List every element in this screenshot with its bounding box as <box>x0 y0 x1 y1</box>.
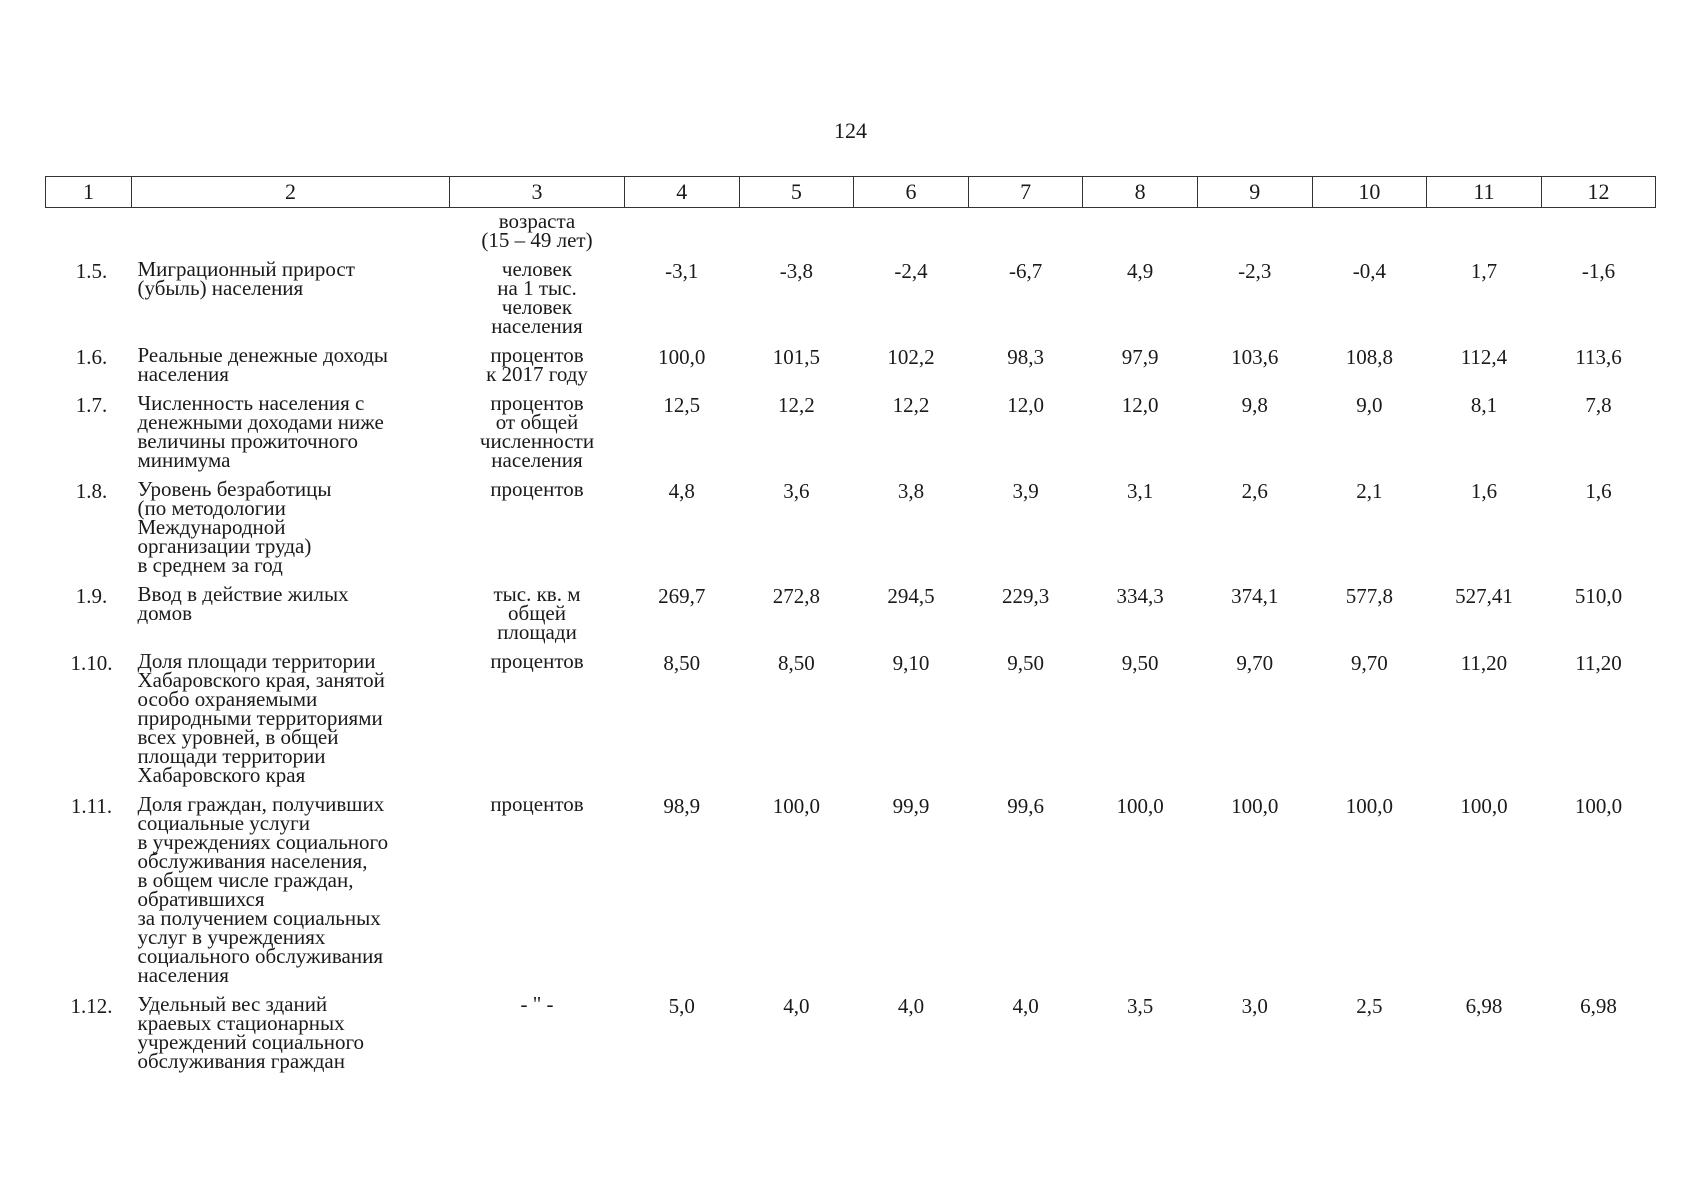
value-cell: 229,3 <box>1001 584 1050 608</box>
value-cell: 98,3 <box>1007 345 1044 369</box>
value-cell: 1,6 <box>1470 479 1498 503</box>
column-header-7: 7 <box>968 177 1083 208</box>
unit-line: населения <box>491 314 583 338</box>
indicator-name <box>132 470 450 575</box>
column-header-6: 6 <box>854 177 969 208</box>
value-cell: 272,8 <box>772 584 821 608</box>
value-cell: 113,6 <box>1575 345 1622 369</box>
name-line: Ввод в действие жилых <box>137 582 349 606</box>
row-number: 1.8. <box>75 479 108 503</box>
value-cell: 294,5 <box>887 584 935 608</box>
unit-of-measure <box>450 575 625 642</box>
name-line: домов <box>137 601 192 625</box>
name-line: услуг в учреждениях <box>137 925 326 949</box>
name-line: Хабаровского края, занятой <box>137 668 385 692</box>
header-row <box>46 177 1656 208</box>
value-cell: -3,8 <box>779 259 814 283</box>
unit-line: процентов <box>490 477 584 501</box>
name-line: обслуживания населения, <box>137 849 368 873</box>
name-line: Доля граждан, получивших <box>137 792 385 816</box>
value-cell: 102,2 <box>887 345 935 369</box>
column-header-10: 10 <box>1312 177 1427 208</box>
value-cell: 9,10 <box>892 651 930 675</box>
name-line: природными территориями <box>137 706 383 730</box>
value-cell: 11,20 <box>1575 651 1622 675</box>
name-line: в общем числе граждан, <box>137 868 354 892</box>
row-number: 1.7. <box>75 393 108 417</box>
column-header-11: 11 <box>1427 177 1542 208</box>
name-line: обратившихся <box>137 887 265 911</box>
empty-cell <box>132 208 450 251</box>
unit-line: возраста <box>498 209 576 233</box>
unit-line: тыс. кв. м <box>493 582 581 606</box>
value-cell: 9,8 <box>1241 393 1268 417</box>
name-line: в учреждениях социального <box>137 830 389 854</box>
name-line: минимума <box>137 448 231 472</box>
value-cell: 374,1 <box>1231 584 1279 608</box>
unit-line: к 2017 году <box>486 362 588 386</box>
value-cell: 4,9 <box>1127 259 1154 283</box>
value-cell: 3,0 <box>1241 994 1268 1018</box>
value-cell: 2,1 <box>1356 479 1383 503</box>
value-cell: 9,70 <box>1236 651 1274 675</box>
unit-line: человек <box>501 295 573 319</box>
value-cell: 9,50 <box>1121 651 1159 675</box>
table-row <box>46 985 1656 1071</box>
indicators-table <box>45 176 1656 1071</box>
empty-cell <box>854 208 969 251</box>
value-cell: 4,0 <box>897 994 925 1018</box>
value-cell: 9,0 <box>1356 393 1383 417</box>
value-cell: 99,6 <box>1007 794 1044 818</box>
value-cell: 8,50 <box>778 651 815 675</box>
empty-cell <box>625 208 740 251</box>
empty-cell <box>46 208 132 251</box>
name-line: населения <box>137 963 229 987</box>
unit-line: численности <box>479 429 595 453</box>
value-cell: 101,5 <box>772 345 821 369</box>
value-cell: 4,8 <box>668 479 695 503</box>
value-cell: 8,1 <box>1470 393 1498 417</box>
column-header-2: 2 <box>132 177 450 208</box>
value-cell: 1,6 <box>1585 479 1612 503</box>
value-cell: 103,6 <box>1231 345 1279 369</box>
value-cell: 100,0 <box>1116 794 1164 818</box>
unit-line: населения <box>491 448 583 472</box>
unit-line: общей <box>508 601 566 625</box>
name-line: Хабаровского края <box>137 763 306 787</box>
table-row <box>46 384 1656 470</box>
name-line: социального обслуживания <box>137 944 383 968</box>
name-line: учреждений социального <box>137 1030 365 1054</box>
empty-cell <box>968 208 1083 251</box>
table-row <box>46 250 1656 336</box>
continuation-unit-cell <box>450 208 625 251</box>
column-header-4: 4 <box>625 177 740 208</box>
value-cell: 5,0 <box>668 994 695 1018</box>
column-header-12: 12 <box>1541 177 1656 208</box>
unit-of-measure <box>450 470 625 575</box>
column-header-8: 8 <box>1083 177 1198 208</box>
indicator-name <box>132 575 450 642</box>
empty-cell <box>1541 208 1656 251</box>
name-line: за получением социальных <box>137 906 381 930</box>
value-cell: 6,98 <box>1580 994 1617 1018</box>
name-line: (убыль) населения <box>137 276 304 300</box>
table-row <box>46 642 1656 785</box>
value-cell: 334,3 <box>1116 584 1164 608</box>
value-cell: 577,8 <box>1345 584 1393 608</box>
row-number: 1.11. <box>70 794 113 818</box>
unit-of-measure <box>450 785 625 985</box>
unit-line: площади <box>497 620 577 644</box>
unit-of-measure <box>450 384 625 470</box>
column-header-1: 1 <box>46 177 132 208</box>
value-cell: -0,4 <box>1352 259 1386 283</box>
table-row <box>46 336 1656 384</box>
unit-line: процентов <box>490 649 584 673</box>
empty-cell <box>739 208 854 251</box>
continuation-row <box>46 208 1656 251</box>
name-line: населения <box>137 362 229 386</box>
unit-of-measure <box>450 985 625 1071</box>
row-number: 1.6. <box>75 345 108 369</box>
name-line: Удельный вес зданий <box>137 992 328 1016</box>
value-cell: 3,8 <box>897 479 925 503</box>
value-cell: 12,5 <box>663 393 701 417</box>
value-cell: 98,9 <box>663 794 701 818</box>
value-cell: 6,98 <box>1465 994 1503 1018</box>
indicator-name <box>132 785 450 985</box>
value-cell: 12,2 <box>778 393 815 417</box>
indicator-name <box>132 985 450 1071</box>
value-cell: -2,4 <box>894 259 928 283</box>
value-cell: 4,0 <box>783 994 810 1018</box>
value-cell: 100,0 <box>658 345 706 369</box>
unit-line: от общей <box>495 410 579 434</box>
unit-of-measure <box>450 336 625 384</box>
name-line: в среднем за год <box>137 553 283 577</box>
value-cell: 510,0 <box>1574 584 1623 608</box>
value-cell: 3,6 <box>783 479 810 503</box>
name-line: организации труда) <box>137 534 312 558</box>
indicator-name <box>132 336 450 384</box>
page-number: 124 <box>834 118 867 143</box>
unit-of-measure <box>450 642 625 785</box>
name-line: краевых стационарных <box>137 1011 345 1035</box>
value-cell: 100,0 <box>1345 794 1393 818</box>
unit-line: процентов <box>490 792 584 816</box>
value-cell: 269,7 <box>658 584 706 608</box>
name-line: всех уровней, в общей <box>137 725 339 749</box>
row-number: 1.5. <box>75 259 108 283</box>
value-cell: 11,20 <box>1460 651 1508 675</box>
empty-cell <box>1083 208 1198 251</box>
name-line: площади территории <box>137 744 326 768</box>
unit-of-measure <box>450 250 625 336</box>
value-cell: 12,0 <box>1007 393 1044 417</box>
row-number: 1.10. <box>70 651 113 675</box>
value-cell: -1,6 <box>1581 259 1616 283</box>
value-cell: 100,0 <box>772 794 821 818</box>
name-line: Доля площади территории <box>137 649 376 673</box>
table-row <box>46 470 1656 575</box>
value-cell: 112,4 <box>1460 345 1508 369</box>
name-line: Международной <box>137 515 286 539</box>
value-cell: 3,5 <box>1127 994 1154 1018</box>
value-cell: 9,70 <box>1350 651 1388 675</box>
name-line: денежными доходами ниже <box>137 410 384 434</box>
value-cell: 3,9 <box>1012 479 1039 503</box>
value-cell: 2,6 <box>1241 479 1268 503</box>
value-cell: 4,0 <box>1012 994 1039 1018</box>
empty-cell <box>1197 208 1312 251</box>
value-cell: 12,2 <box>892 393 930 417</box>
value-cell: 527,41 <box>1455 584 1513 608</box>
value-cell: 12,0 <box>1121 393 1159 417</box>
value-cell: 3,1 <box>1127 479 1154 503</box>
column-header-3: 3 <box>450 177 625 208</box>
indicator-name <box>132 642 450 785</box>
value-cell: 1,7 <box>1470 259 1498 283</box>
value-cell: -6,7 <box>1008 259 1043 283</box>
name-line: Реальные денежные доходы <box>137 343 389 367</box>
table-row <box>46 575 1656 642</box>
row-number: 1.9. <box>75 584 108 608</box>
name-line: обслуживания граждан <box>137 1049 345 1073</box>
value-cell: -2,3 <box>1238 259 1272 283</box>
unit-line: процентов <box>490 343 584 367</box>
indicator-name <box>132 384 450 470</box>
name-line: социальные услуги <box>137 811 310 835</box>
value-cell: 7,8 <box>1585 393 1612 417</box>
row-number: 1.12. <box>70 994 113 1018</box>
unit-line: на 1 тыс. <box>497 276 577 300</box>
value-cell: 97,9 <box>1121 345 1159 369</box>
unit-line: процентов <box>490 391 584 415</box>
name-line: Миграционный прирост <box>137 257 355 281</box>
column-number-header <box>46 177 1656 208</box>
name-line: особо охраняемыми <box>137 687 318 711</box>
value-cell: 9,50 <box>1007 651 1044 675</box>
indicator-name <box>132 250 450 336</box>
value-cell: 8,50 <box>663 651 701 675</box>
empty-cell <box>1427 208 1542 251</box>
value-cell: 108,8 <box>1345 345 1393 369</box>
value-cell: 100,0 <box>1574 794 1623 818</box>
value-cell: 99,9 <box>892 794 930 818</box>
column-header-5: 5 <box>739 177 854 208</box>
value-cell: -3,1 <box>665 259 699 283</box>
unit-line: человек <box>501 257 573 281</box>
value-cell: 100,0 <box>1231 794 1279 818</box>
table-row <box>46 785 1656 985</box>
name-line: Численность населения с <box>137 391 365 415</box>
table-body <box>46 208 1656 1072</box>
unit-line: (15 – 49 лет) <box>481 228 593 252</box>
column-header-9: 9 <box>1197 177 1312 208</box>
name-line: Уровень безработицы <box>137 477 332 501</box>
unit-line: - " - <box>520 992 554 1016</box>
name-line: (по методологии <box>137 496 286 520</box>
empty-cell <box>1312 208 1427 251</box>
name-line: величины прожиточного <box>137 429 358 453</box>
value-cell: 100,0 <box>1460 794 1508 818</box>
value-cell: 2,5 <box>1356 994 1383 1018</box>
